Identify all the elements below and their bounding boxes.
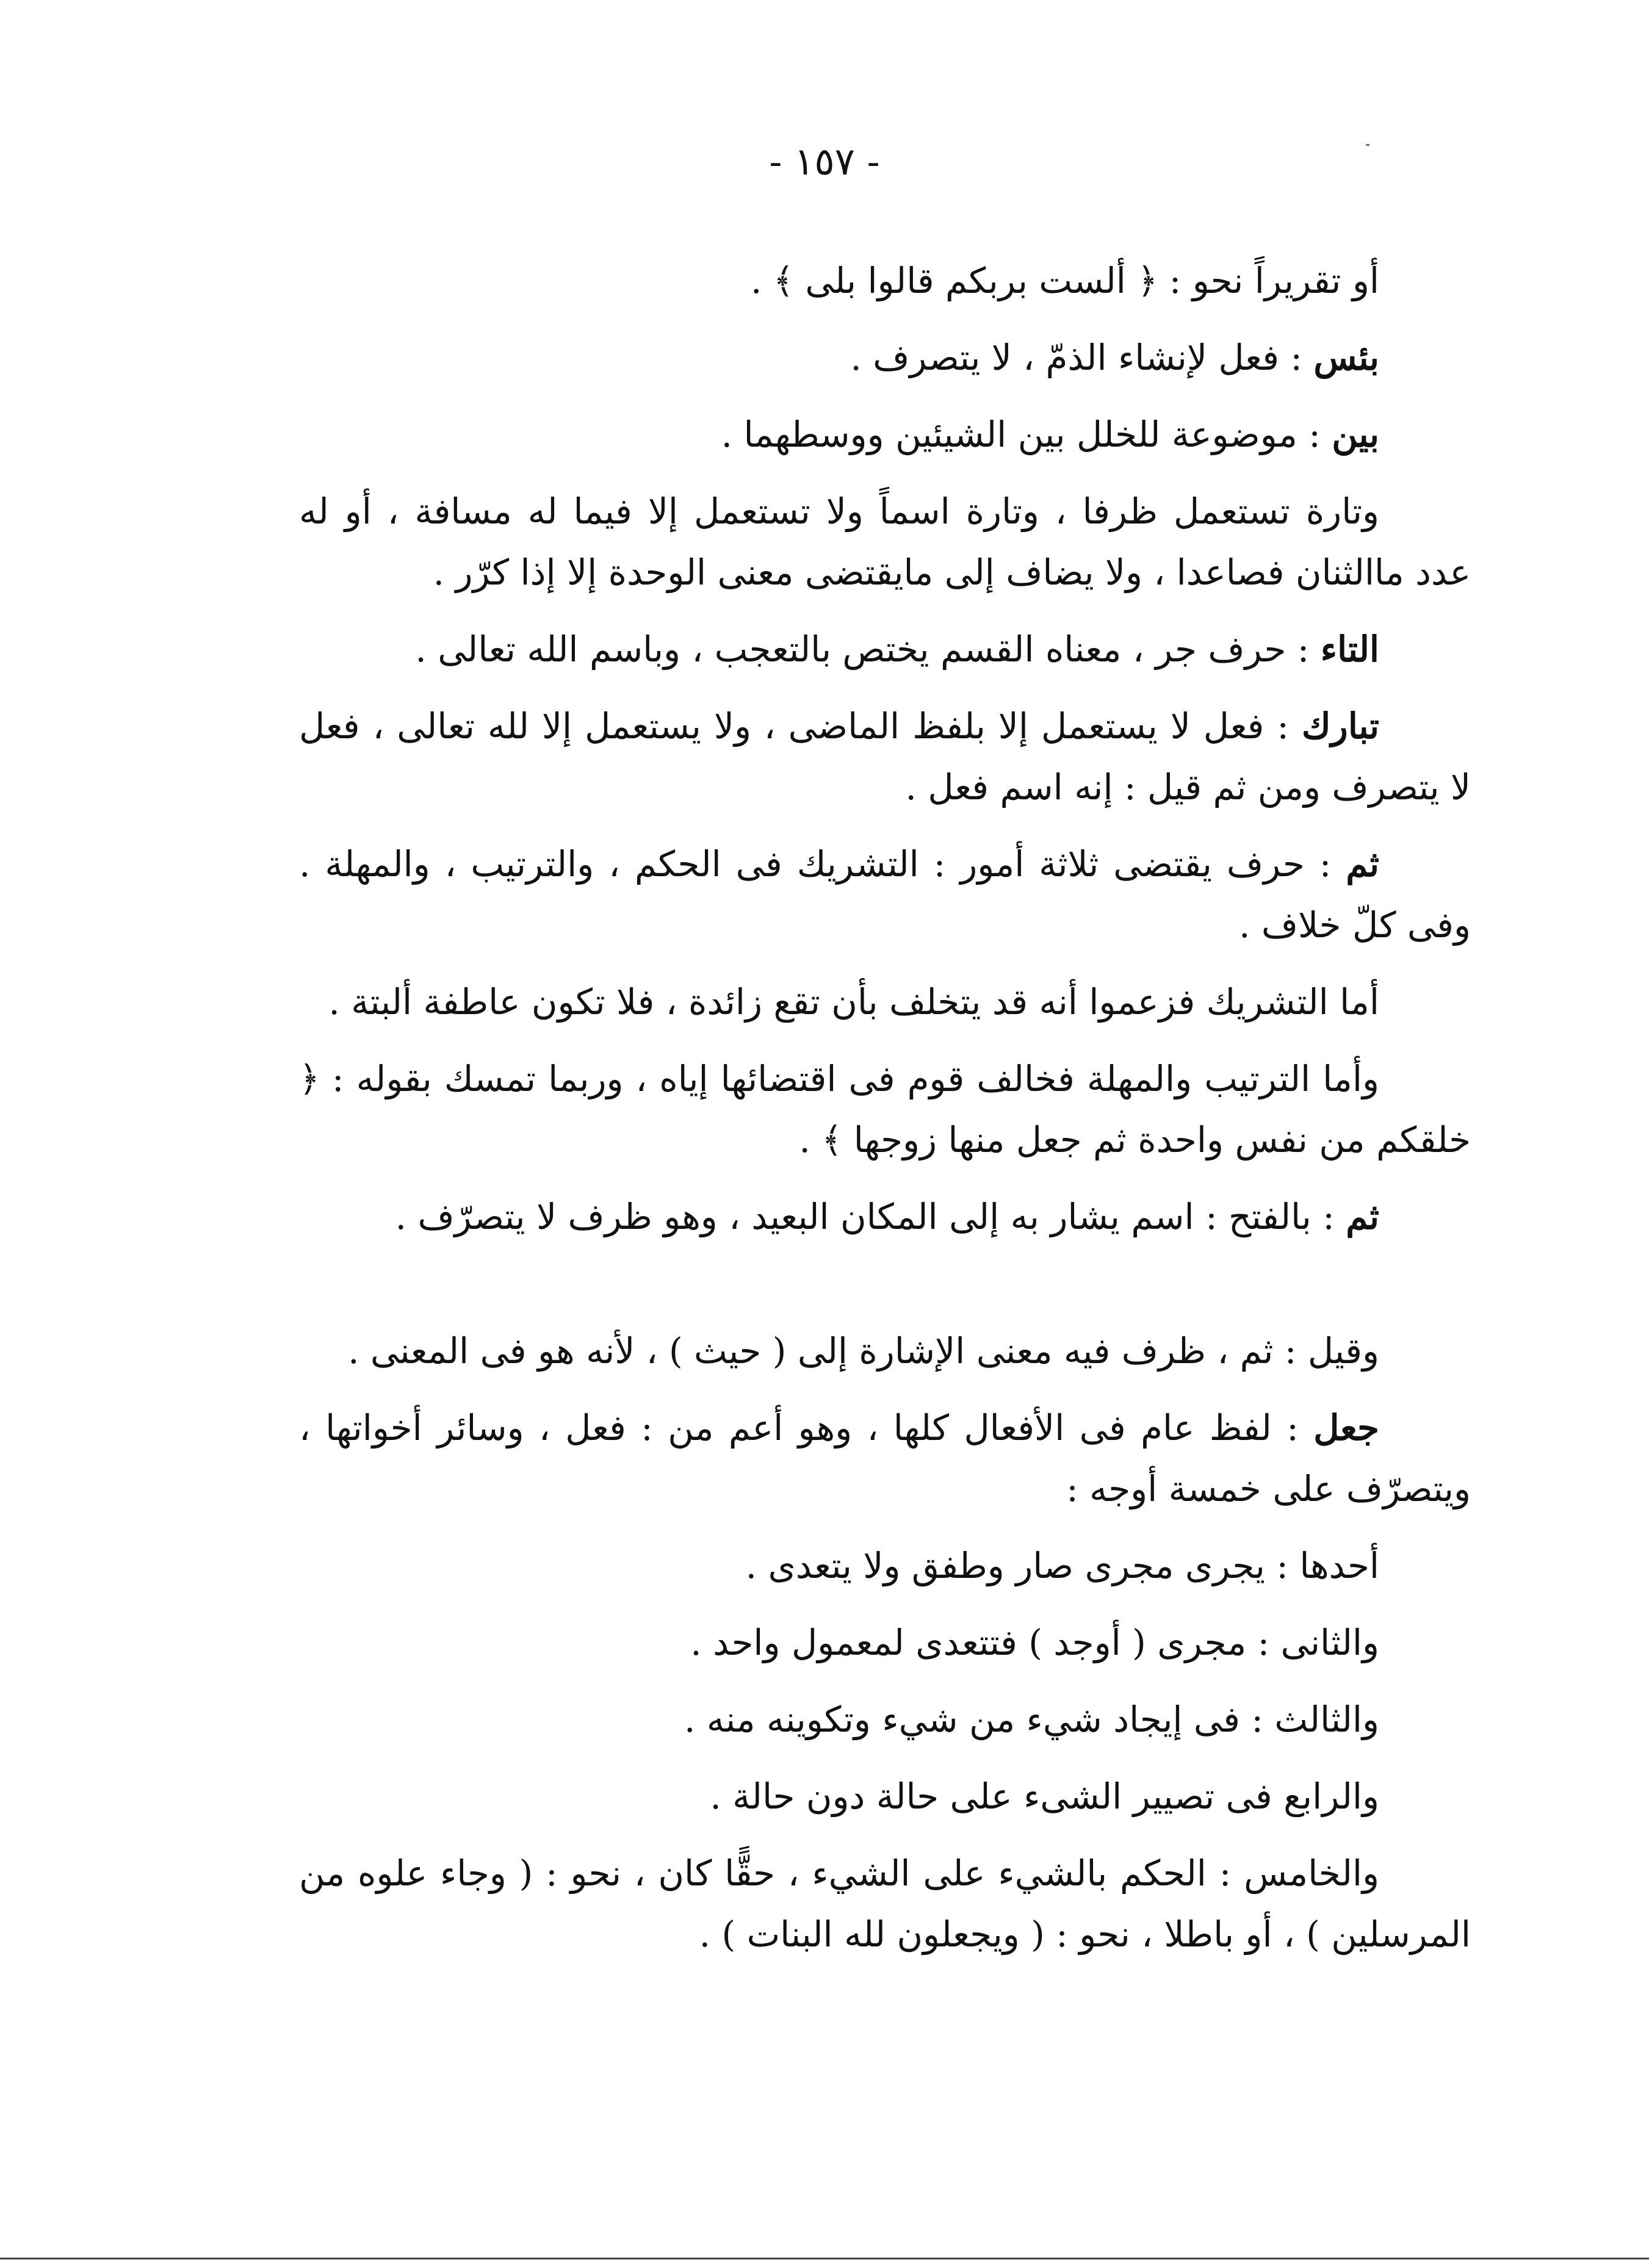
list-item: والثانى : مجرى ( أوجد ) فتتعدى لمعمول واحد . bbox=[690, 1622, 1379, 1663]
entry-term: ثم bbox=[1346, 1196, 1379, 1237]
entry-al-ta bbox=[299, 619, 1471, 680]
paragraph-text: وقيل : ثم ، ظرف فيه معنى الإشارة إلى ( حيث ) ، لأنه هو فى المعنى . bbox=[348, 1330, 1379, 1372]
entry-term: بين bbox=[1332, 414, 1379, 455]
entry-text: : فعل لإنشاء الذمّ ، لا يتصرف . bbox=[850, 337, 1302, 378]
paragraph-text: وأما الترتيب والمهلة فخالف قوم فى اقتضائها إياه ، وربما تمسك بقوله : ﴿ خلقكم من نفس واحدة ثم جعل منها زوجها ﴾ . bbox=[299, 1058, 1471, 1161]
entry-term: بئس bbox=[1313, 337, 1379, 378]
paragraph-text: أو تقريراً نحو : ﴿ ألست بربكم قالوا بلى ﴾ . bbox=[751, 260, 1379, 301]
entry-tabaraka bbox=[299, 696, 1471, 818]
entry-term: التاء bbox=[1320, 628, 1379, 670]
entry-term: تبارك bbox=[1301, 705, 1380, 747]
paragraph-qila bbox=[299, 1320, 1471, 1381]
entry-term: جعل bbox=[1313, 1407, 1379, 1449]
entry-thumma bbox=[299, 833, 1471, 956]
list-item: والثالث : فى إيجاد شيء من شيء وتكوينه منه . bbox=[684, 1699, 1379, 1740]
entry-thamma bbox=[299, 1186, 1471, 1247]
entry-text: : حرف يقتضى ثلاثة أمور : التشريك فى الحكم ، والترتيب ، والمهلة . وفى كلّ خلاف . bbox=[299, 843, 1471, 946]
entry-bi-sa bbox=[299, 327, 1471, 388]
entry-text: : بالفتح : اسم يشار به إلى المكان البعيد ، وهو ظرف لا يتصرّف . bbox=[395, 1196, 1335, 1237]
entry-text: : حرف جر ، معناه القسم يختص بالتعجب ، وباسم الله تعالى . bbox=[415, 628, 1310, 670]
bottom-scan-edge bbox=[0, 2258, 1649, 2259]
paragraph-tartib bbox=[299, 1048, 1471, 1170]
text-body bbox=[299, 250, 1471, 1981]
entry-jaala bbox=[299, 1397, 1471, 1519]
paragraph-text: أما التشريك فزعموا أنه قد يتخلف بأن تقع زائدة ، فلا تكون عاطفة ألبتة . bbox=[328, 981, 1379, 1023]
paragraph-taqrir bbox=[299, 250, 1471, 311]
entry-term: ثم bbox=[1346, 843, 1379, 885]
paragraph-text: والخامس : الحكم بالشيء على الشيء ، حقًّا كان ، نحو : ( وجاء علوه من المرسلين ) ، أو باطلا ، نحو : ( ويجعلون لله البنات ) . bbox=[299, 1852, 1471, 1955]
paragraph-taratan bbox=[299, 481, 1471, 603]
paragraph-khamis bbox=[299, 1843, 1471, 1965]
list-item: أحدها : يجرى مجرى صار وطفق ولا يتعدى . bbox=[745, 1545, 1379, 1586]
page-number: - ١٥٧ - bbox=[769, 139, 880, 184]
entry-text: : لفظ عام فى الأفعال كلها ، وهو أعم من : فعل ، وسائر أخواتها ، ويتصرّف على خمسة أوجه : bbox=[299, 1407, 1471, 1510]
entry-bayna bbox=[299, 404, 1471, 465]
paragraph-text: وتارة تستعمل ظرفا ، وتارة اسماً ولا تستعمل إلا فيما له مسافة ، أو له عدد ماالثنان فصاعدا ، ولا يضاف إلى مايقتضى معنى الوحدة إلا إذا كرّر . bbox=[299, 491, 1471, 593]
paragraph-tashrik bbox=[299, 971, 1471, 1032]
entry-text: : فعل لا يستعمل إلا بلفظ الماضى ، ولا يستعمل إلا لله تعالى ، فعل لا يتصرف ومن ثم قيل : إنه اسم فعل . bbox=[299, 705, 1471, 808]
entry-text: : موضوعة للخلل بين الشيئين ووسطهما . bbox=[721, 414, 1321, 455]
list-item: والرابع فى تصيير الشىء على حالة دون حالة . bbox=[710, 1776, 1379, 1817]
